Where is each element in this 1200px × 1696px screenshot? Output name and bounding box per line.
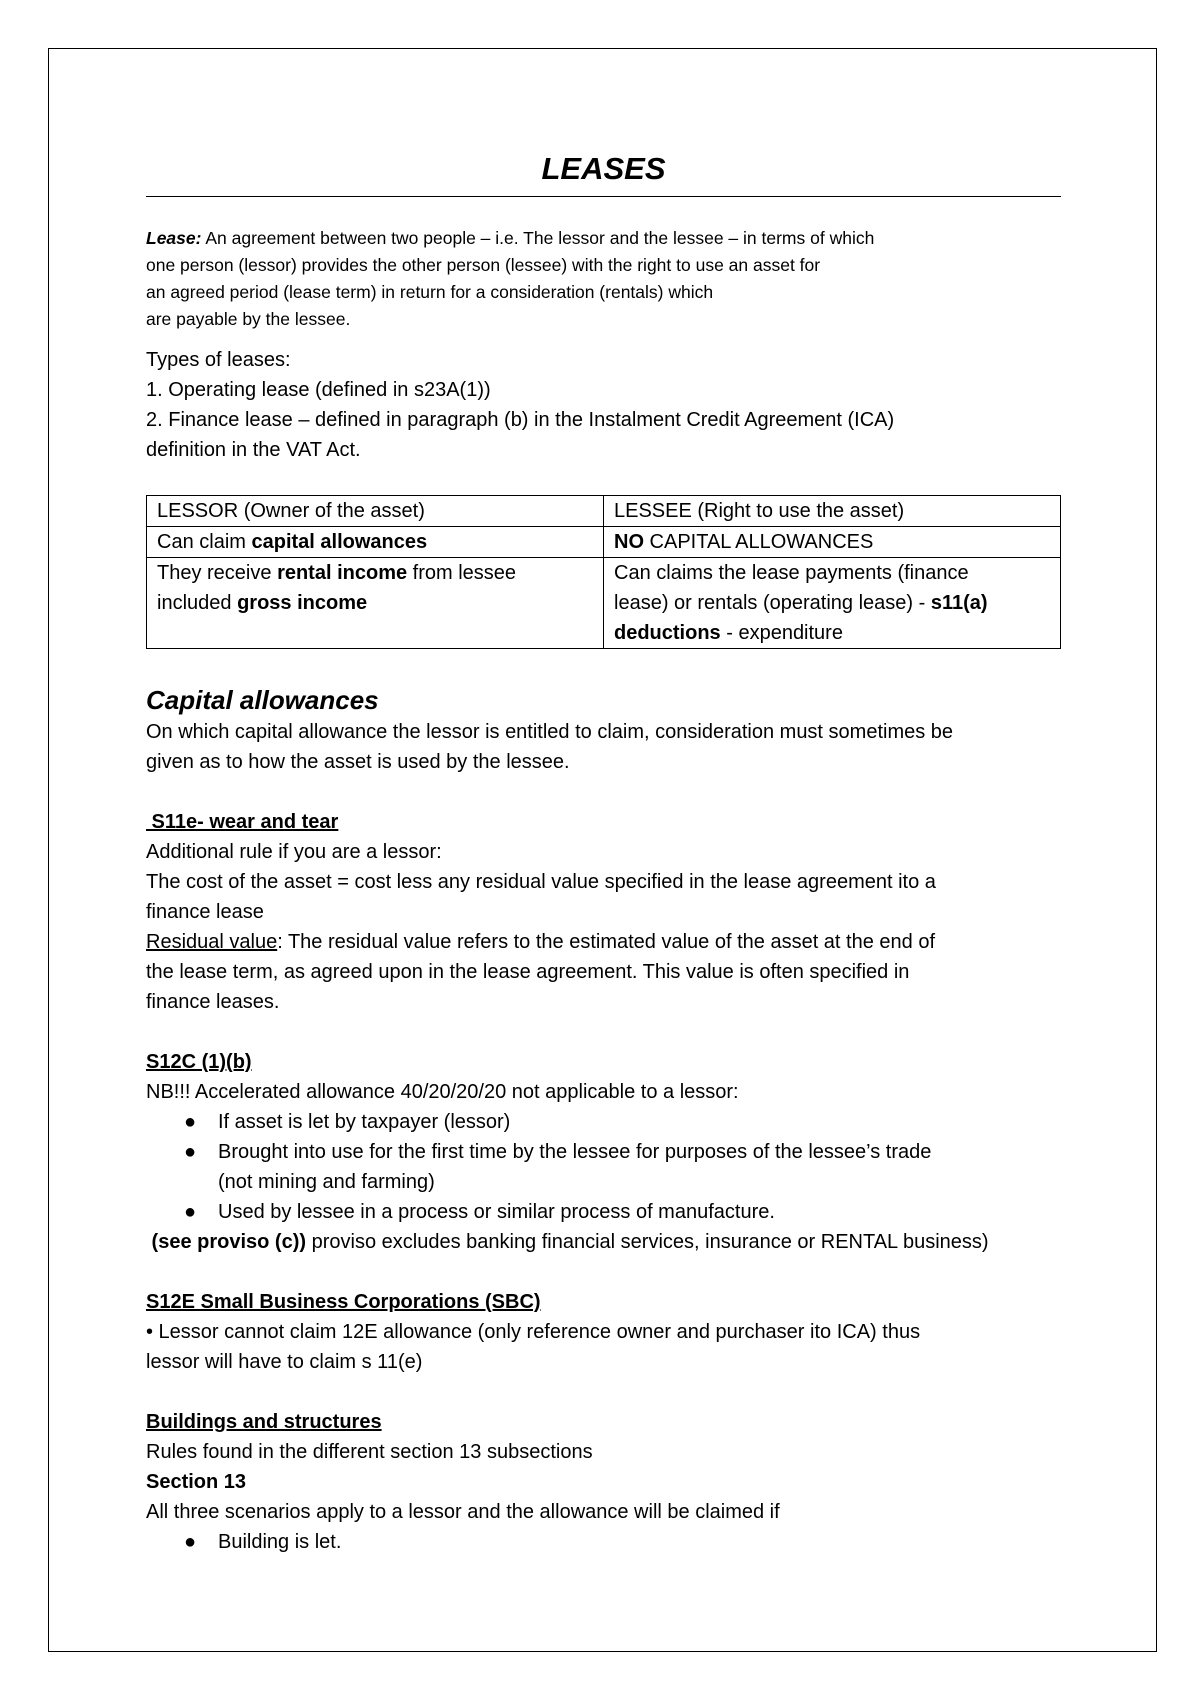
bullet-icon: ● xyxy=(184,1141,197,1163)
bullet-text: Used by lessee in a process or similar process of manufacture. xyxy=(218,1201,775,1223)
types-of-leases xyxy=(146,345,1061,465)
buildings-section xyxy=(146,1407,1061,1557)
lessor-lessee-table xyxy=(146,495,1061,649)
page-title: LEASES xyxy=(146,150,1061,197)
cell-text-bold: rental income xyxy=(277,562,408,584)
bullet-text: Building is let. xyxy=(218,1531,342,1553)
cell-text: Can claims the lease payments (finance xyxy=(614,562,969,584)
cell-text-bold: gross income xyxy=(237,592,368,614)
buildings-bullet-list xyxy=(146,1527,1061,1557)
list-item xyxy=(184,1137,1061,1197)
s11e-section xyxy=(146,807,1061,1017)
s11e-line-3: finance lease xyxy=(146,901,264,923)
table-cell xyxy=(604,496,1061,527)
lease-definition xyxy=(146,225,1061,333)
header-lessee: LESSEE (Right to use the asset) xyxy=(614,500,905,522)
table-cell xyxy=(604,558,1061,649)
residual-value-text: : The residual value refers to the estimated value of the asset at the end of xyxy=(277,931,936,953)
s12e-heading: S12E Small Business Corporations (SBC) xyxy=(146,1291,541,1313)
buildings-line-1: Rules found in the different section 13 subsections xyxy=(146,1441,593,1463)
section-13-label: Section 13 xyxy=(146,1471,247,1493)
s12e-section xyxy=(146,1287,1061,1377)
cell-text: Can claim xyxy=(157,531,252,553)
definition-term: Lease: xyxy=(146,228,202,248)
s12e-line-2: lessor will have to claim s 11(e) xyxy=(146,1351,423,1373)
types-item-finance: 2. Finance lease – defined in paragraph (b) in the Instalment Credit Agreement (ICA) xyxy=(146,409,895,431)
s12c-heading: S12C (1)(b) xyxy=(146,1051,252,1073)
table-cell xyxy=(147,496,604,527)
bullet-text: If asset is let by taxpayer (lessor) xyxy=(218,1111,511,1133)
cell-text-bold: capital allowances xyxy=(251,531,428,553)
capital-allowances-section xyxy=(146,683,1061,777)
table-row xyxy=(147,558,1061,649)
cell-text-bold: deductions xyxy=(614,622,721,644)
s12c-bullet-list xyxy=(146,1107,1061,1227)
cell-text-bold: NO xyxy=(614,531,644,553)
bullet-icon: ● xyxy=(184,1201,197,1223)
list-item xyxy=(184,1107,1061,1137)
table-row xyxy=(147,496,1061,527)
document-body xyxy=(146,150,1061,1557)
cell-text: They receive xyxy=(157,562,278,584)
proviso-text: proviso excludes banking financial services, insurance or RENTAL business) xyxy=(306,1231,989,1253)
list-item xyxy=(184,1197,1061,1227)
s12e-line-1: • Lessor cannot claim 12E allowance (only reference owner and purchaser ito ICA) thus xyxy=(146,1321,921,1343)
cell-text: included xyxy=(157,592,238,614)
types-item-finance-cont: definition in the VAT Act. xyxy=(146,439,361,461)
s12c-section xyxy=(146,1047,1061,1257)
s11e-line-1: Additional rule if you are a lessor: xyxy=(146,841,442,863)
definition-line-2: one person (lessor) provides the other person (lessee) with the right to use an asset for xyxy=(146,255,821,275)
bullet-text: Brought into use for the first time by the lessee for purposes of the lessee’s trade xyxy=(218,1141,932,1163)
cell-text: from lessee xyxy=(407,562,517,584)
s11e-line-5: the lease term, as agreed upon in the lease agreement. This value is often specified in xyxy=(146,961,910,983)
bullet-icon: ● xyxy=(184,1531,197,1553)
cell-text: - expenditure xyxy=(720,622,843,644)
header-lessor: LESSOR (Owner of the asset) xyxy=(157,500,425,522)
bullet-icon: ● xyxy=(184,1111,197,1133)
s11e-line-2: The cost of the asset = cost less any residual value specified in the lease agreement ito a xyxy=(146,871,936,893)
table-row xyxy=(147,527,1061,558)
definition-line-4: are payable by the lessee. xyxy=(146,309,351,329)
s11e-heading: S11e- wear and tear xyxy=(146,811,339,833)
buildings-heading: Buildings and structures xyxy=(146,1411,382,1433)
types-item-operating: 1. Operating lease (defined in s23A(1)) xyxy=(146,379,491,401)
definition-line-1: An agreement between two people – i.e. The lessor and the lessee – in terms of which xyxy=(205,228,875,248)
residual-value-label: Residual value xyxy=(146,931,278,953)
table-cell xyxy=(147,527,604,558)
table-cell xyxy=(604,527,1061,558)
s11e-line-6: finance leases. xyxy=(146,991,280,1013)
definition-line-3: an agreed period (lease term) in return for a consideration (rentals) which xyxy=(146,282,714,302)
cell-text-bold: s11(a) xyxy=(930,592,988,614)
capital-line-1: On which capital allowance the lessor is entitled to claim, consideration must sometimes be xyxy=(146,721,954,743)
table-cell xyxy=(147,558,604,649)
bullet-text: (not mining and farming) xyxy=(218,1171,435,1193)
list-item xyxy=(184,1527,1061,1557)
cell-text: lease) or rentals (operating lease) - xyxy=(614,592,931,614)
capital-line-2: given as to how the asset is used by the lessee. xyxy=(146,751,570,773)
proviso-label: (see proviso (c)) xyxy=(146,1231,307,1253)
s12c-intro: NB!!! Accelerated allowance 40/20/20/20 not applicable to a lessor: xyxy=(146,1081,739,1103)
buildings-line-2: All three scenarios apply to a lessor and the allowance will be claimed if xyxy=(146,1501,780,1523)
capital-allowances-heading: Capital allowances xyxy=(146,685,379,715)
cell-text: CAPITAL ALLOWANCES xyxy=(644,531,874,553)
types-heading: Types of leases: xyxy=(146,349,291,371)
